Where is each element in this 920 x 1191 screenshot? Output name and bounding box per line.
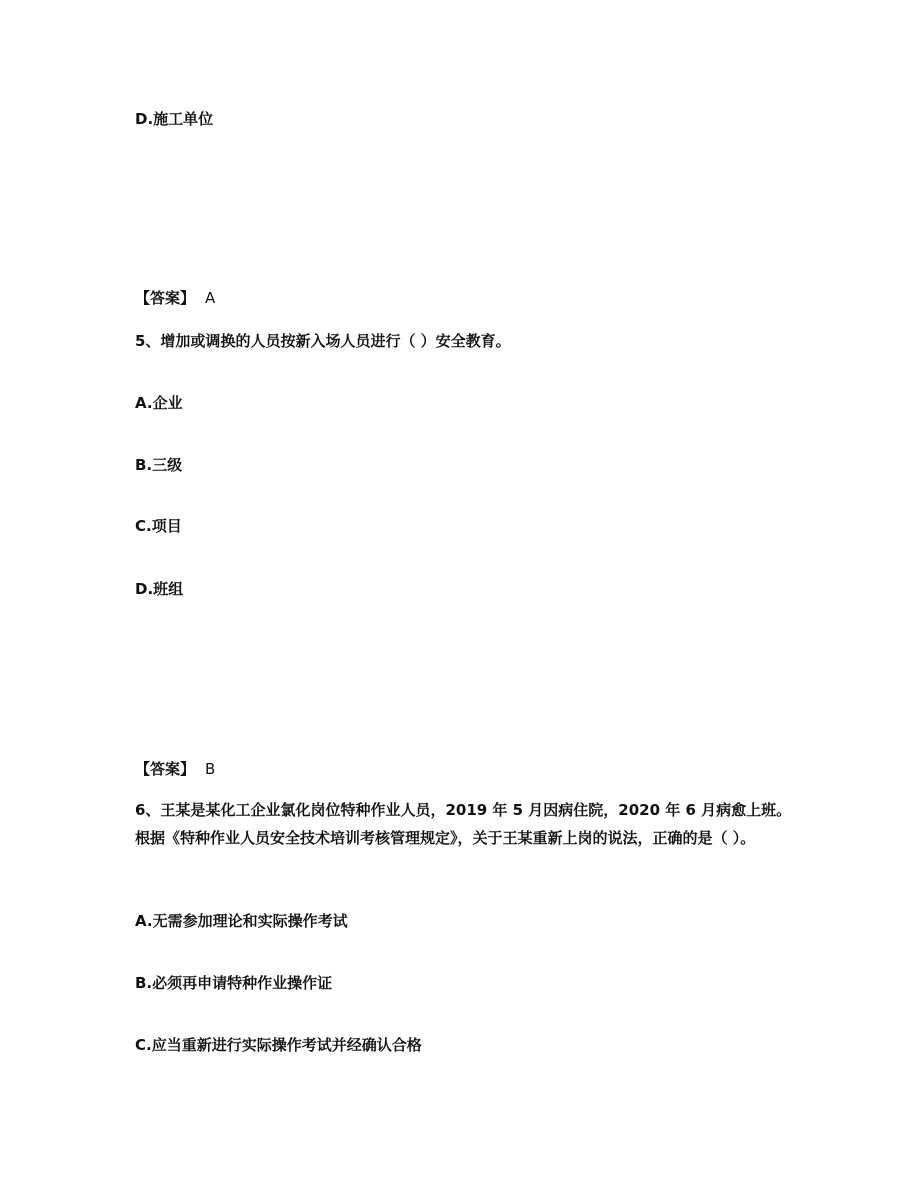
question-4-answer xyxy=(135,284,215,312)
answer-label: 【答案】 xyxy=(135,289,196,307)
question-6-option-c: C.应当重新进行实际操作考试并经确认合格 xyxy=(135,1036,422,1054)
question-5-option-a: A.企业 xyxy=(135,394,183,412)
answer-value: A xyxy=(205,289,216,307)
answer-label: 【答案】 xyxy=(135,760,196,778)
question-5-option-b: B.三级 xyxy=(135,456,183,474)
question-5-stem: 5、增加或调换的人员按新入场人员进行（ ）安全教育。 xyxy=(135,332,511,350)
question-5-option-c: C.项目 xyxy=(135,517,182,535)
question-6-stem: 6、王某是某化工企业氯化岗位特种作业人员，2019 年 5 月因病住院，2020 年 6 月病愈上班。根据《特种作业人员安全技术培训考核管理规定》，关于王某重新上岗的说法，正确的是（ ）。 xyxy=(135,801,792,847)
answer-value: B xyxy=(205,760,216,778)
question-5-option-d: D.班组 xyxy=(135,580,184,598)
question-6-option-b: B.必须再申请特种作业操作证 xyxy=(135,974,333,992)
question-5-answer xyxy=(135,755,215,783)
question-4-option-d: D.施工单位 xyxy=(135,110,214,128)
question-6-option-a: A.无需参加理论和实际操作考试 xyxy=(135,912,348,930)
